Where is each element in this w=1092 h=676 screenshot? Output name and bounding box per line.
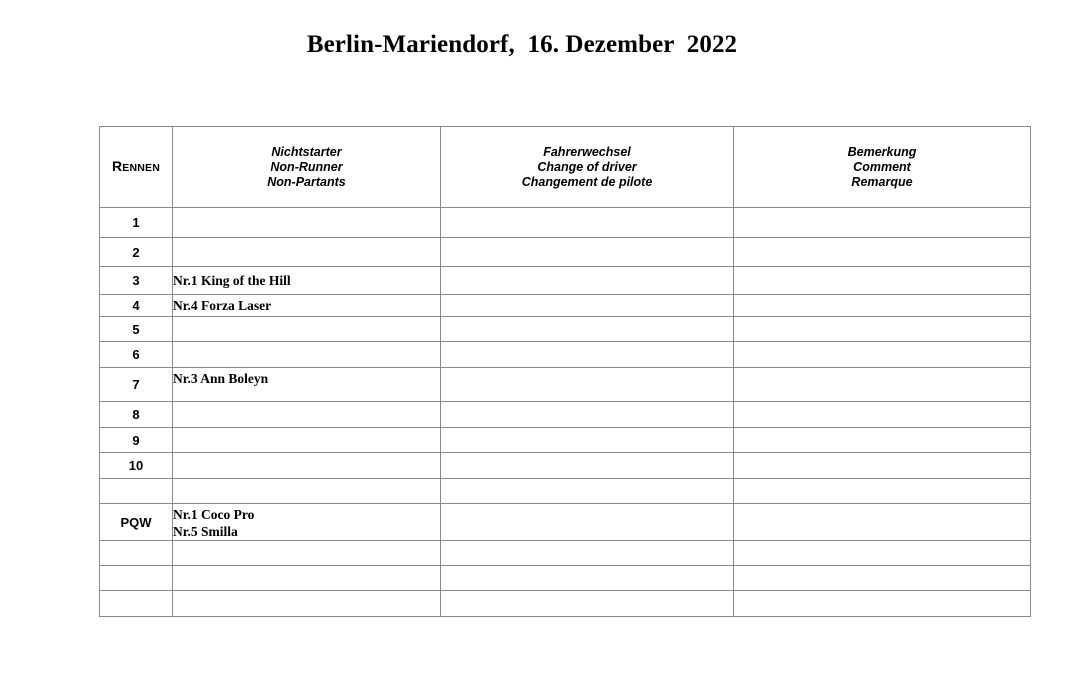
nonrunner-cell — [173, 428, 441, 453]
driver-change-cell — [441, 317, 734, 342]
race-number-cell: 10 — [100, 453, 173, 479]
nonrunner-entry: Nr.1 King of the Hill — [173, 273, 291, 288]
nonrunner-entry: Nr.4 Forza Laser — [173, 298, 272, 313]
comment-cell — [734, 267, 1031, 295]
table-row — [100, 566, 1031, 591]
race-number-cell: 4 — [100, 295, 173, 317]
header-nonrunner-fr: Non-Partants — [267, 174, 346, 189]
nonrunner-cell — [173, 317, 441, 342]
comment-cell — [734, 342, 1031, 368]
race-number-cell: 8 — [100, 402, 173, 428]
table-row — [100, 479, 1031, 504]
race-number-cell: 2 — [100, 238, 173, 267]
race-number-cell — [100, 541, 173, 566]
comment-cell — [734, 591, 1031, 617]
driver-change-cell — [441, 238, 734, 267]
nonrunner-cell — [173, 368, 441, 402]
table-body — [100, 208, 1031, 617]
header-comment-en: Comment — [853, 159, 911, 174]
header-nonrunner-de: Nichtstarter — [271, 144, 342, 159]
comment-cell — [734, 238, 1031, 267]
table-row — [100, 368, 1031, 402]
nonrunner-cell — [173, 591, 441, 617]
table-row — [100, 208, 1031, 238]
driver-change-cell — [441, 591, 734, 617]
nonrunner-cell — [173, 566, 441, 591]
nonrunner-cell — [173, 453, 441, 479]
header-nonrunner-en: Non-Runner — [270, 159, 343, 174]
nonrunner-entry: Nr.5 Smilla — [173, 524, 238, 539]
table-row — [100, 238, 1031, 267]
nonrunner-cell — [173, 267, 441, 295]
race-number-cell — [100, 479, 173, 504]
comment-cell — [734, 453, 1031, 479]
comment-cell — [734, 479, 1031, 504]
nonrunner-cell — [173, 295, 441, 317]
table-row — [100, 504, 1031, 541]
driver-change-cell — [441, 208, 734, 238]
nonrunner-cell — [173, 504, 441, 541]
comment-cell — [734, 541, 1031, 566]
comment-cell — [734, 504, 1031, 541]
race-header-initial: R — [111, 157, 123, 174]
race-header-rest: ENNEN — [122, 161, 161, 174]
driver-change-cell — [441, 342, 734, 368]
race-number-cell: PQW — [100, 504, 173, 541]
driver-change-cell — [441, 453, 734, 479]
column-header-comment — [734, 127, 1031, 208]
driver-change-cell — [441, 428, 734, 453]
table-row — [100, 541, 1031, 566]
document-title: Berlin-Mariendorf, 16. Dezember 2022 — [306, 31, 738, 58]
driver-change-cell — [441, 566, 734, 591]
column-header-race — [100, 127, 173, 208]
race-number-cell: 6 — [100, 342, 173, 368]
header-comment-de: Bemerkung — [847, 144, 917, 159]
driver-change-cell — [441, 479, 734, 504]
nonrunner-cell — [173, 402, 441, 428]
nonrunner-entry: Nr.1 Coco Pro — [173, 507, 255, 522]
table-row — [100, 402, 1031, 428]
nonrunner-cell — [173, 541, 441, 566]
race-number-cell: 3 — [100, 267, 173, 295]
header-driver-change-en: Change of driver — [537, 159, 637, 174]
race-number-cell: 5 — [100, 317, 173, 342]
race-number-cell: 9 — [100, 428, 173, 453]
column-header-driver-change — [441, 127, 734, 208]
driver-change-cell — [441, 402, 734, 428]
driver-change-cell — [441, 295, 734, 317]
comment-cell — [734, 428, 1031, 453]
nonrunner-cell — [173, 208, 441, 238]
comment-cell — [734, 402, 1031, 428]
driver-change-cell — [441, 267, 734, 295]
race-number-cell: 7 — [100, 368, 173, 402]
comment-cell — [734, 317, 1031, 342]
table-row — [100, 317, 1031, 342]
table-row — [100, 428, 1031, 453]
nonrunner-table — [99, 126, 1031, 617]
nonrunner-cell — [173, 479, 441, 504]
table-row — [100, 342, 1031, 368]
column-header-nonrunner — [173, 127, 441, 208]
driver-change-cell — [441, 504, 734, 541]
header-driver-change-de: Fahrerwechsel — [543, 144, 631, 159]
nonrunner-cell — [173, 238, 441, 267]
table-row — [100, 453, 1031, 479]
nonrunner-entry: Nr.3 Ann Boleyn — [173, 371, 269, 386]
table-row — [100, 295, 1031, 317]
race-number-cell — [100, 591, 173, 617]
header-driver-change-fr: Changement de pilote — [521, 174, 653, 189]
race-number-cell — [100, 566, 173, 591]
comment-cell — [734, 368, 1031, 402]
table-row — [100, 267, 1031, 295]
comment-cell — [734, 295, 1031, 317]
comment-cell — [734, 566, 1031, 591]
nonrunner-cell — [173, 342, 441, 368]
table-header-row — [100, 127, 1031, 208]
race-number-cell: 1 — [100, 208, 173, 238]
header-comment-fr: Remarque — [851, 174, 913, 189]
comment-cell — [734, 208, 1031, 238]
driver-change-cell — [441, 541, 734, 566]
driver-change-cell — [441, 368, 734, 402]
table-row — [100, 591, 1031, 617]
